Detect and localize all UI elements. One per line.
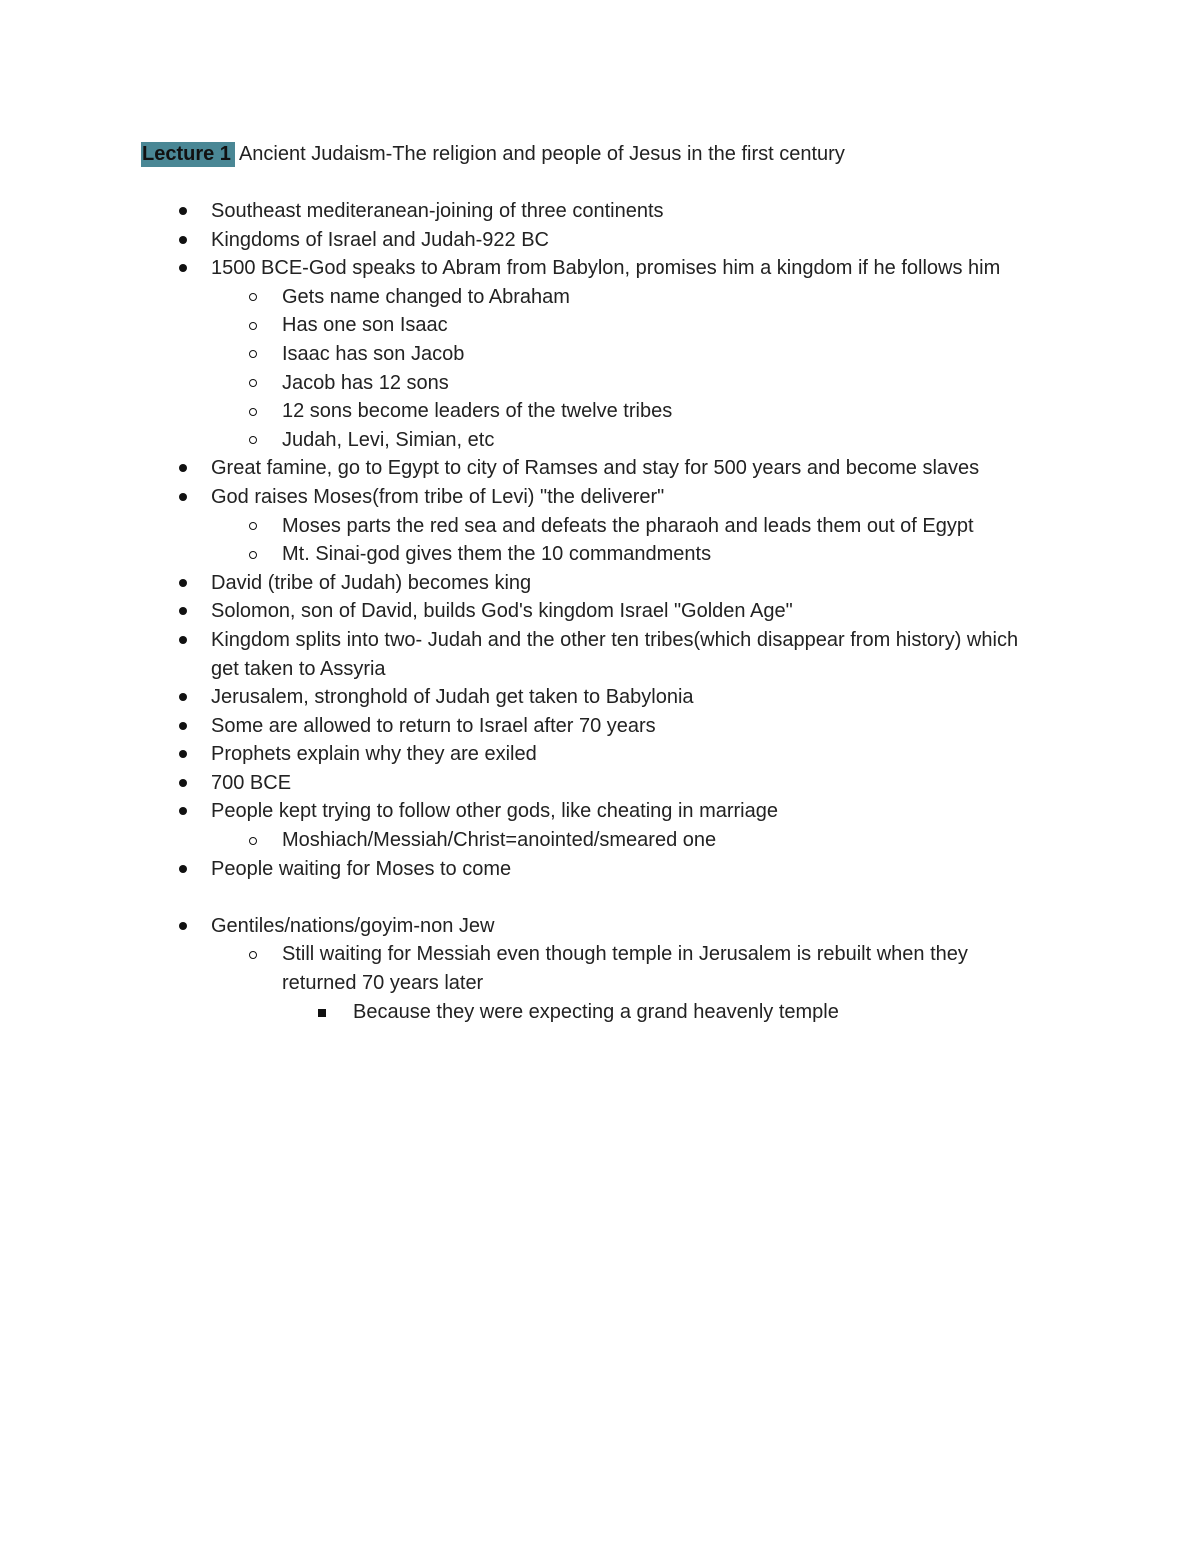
filled-circle-bullet-icon	[179, 207, 187, 215]
bullet-text: Kingdom splits into two- Judah and the other ten tribes(which disappear from history) which get taken to Assyria	[211, 628, 1019, 680]
sub-sub-bullet-item	[0, 998, 1033, 1027]
filled-circle-bullet-icon	[179, 579, 187, 587]
bullet-text: 700 BCE	[211, 771, 292, 794]
bullet-text: Some are allowed to return to Israel after 70 years	[211, 714, 656, 737]
hollow-circle-bullet-icon	[249, 350, 257, 358]
bullet-item	[0, 569, 1041, 598]
filled-circle-bullet-icon	[179, 236, 187, 244]
sub-bullet-item	[0, 283, 1032, 312]
bullet-text: Judah, Levi, Simian, etc	[282, 428, 495, 451]
lecture-title: Ancient Judaism-The religion and people of Jesus in the first century	[238, 143, 845, 165]
hollow-circle-bullet-icon	[249, 436, 257, 444]
filled-circle-bullet-icon	[179, 693, 187, 701]
filled-circle-bullet-icon	[179, 922, 187, 930]
filled-circle-bullet-icon	[179, 493, 187, 501]
lecture-title-line	[141, 139, 845, 169]
bullet-text: 1500 BCE-God speaks to Abram from Babylon, promises him a kingdom if he follows him	[211, 257, 1001, 280]
bullet-item	[0, 912, 1041, 941]
hollow-circle-bullet-icon	[249, 322, 257, 330]
bullet-item	[0, 740, 1041, 769]
bullet-text: Great famine, go to Egypt to city of Ramses and stay for 500 years and become slaves	[211, 457, 980, 480]
sub-bullet-item	[0, 940, 1032, 997]
sub-bullet-item	[0, 397, 1032, 426]
filled-circle-bullet-icon	[179, 607, 187, 615]
filled-circle-bullet-icon	[179, 750, 187, 758]
bullet-text: People kept trying to follow other gods, like cheating in marriage	[211, 800, 778, 823]
bullet-item	[0, 855, 1041, 884]
sub-bullet-item	[0, 311, 1032, 340]
bullet-text: Prophets explain why they are exiled	[211, 743, 537, 766]
bullet-item	[0, 254, 1041, 283]
sub-bullet-item	[0, 540, 1032, 569]
bullet-item	[0, 683, 1041, 712]
bullet-text: Gentiles/nations/goyim-non Jew	[211, 914, 495, 937]
hollow-circle-bullet-icon	[249, 408, 257, 416]
bullet-item	[0, 626, 1041, 683]
bullet-text: 12 sons become leaders of the twelve tribes	[282, 400, 673, 423]
hollow-circle-bullet-icon	[249, 379, 257, 387]
bullet-item	[0, 483, 1041, 512]
square-bullet-icon	[318, 1009, 326, 1017]
bullet-text: David (tribe of Judah) becomes king	[211, 571, 532, 594]
bullet-text: People waiting for Moses to come	[211, 857, 512, 880]
lecture-notes-list	[0, 197, 1200, 1026]
filled-circle-bullet-icon	[179, 636, 187, 644]
sub-bullet-item	[0, 826, 1032, 855]
bullet-text: God raises Moses(from tribe of Levi) "the deliverer"	[211, 485, 665, 508]
bullet-text: Moses parts the red sea and defeats the pharaoh and leads them out of Egypt	[282, 514, 974, 537]
filled-circle-bullet-icon	[179, 722, 187, 730]
bullet-text: Jerusalem, stronghold of Judah get taken to Babylonia	[211, 686, 694, 709]
hollow-circle-bullet-icon	[249, 837, 257, 845]
bullet-text: Jacob has 12 sons	[282, 371, 449, 394]
bullet-text: Kingdoms of Israel and Judah-922 BC	[211, 228, 549, 251]
lecture-number-highlight: Lecture 1	[141, 142, 235, 167]
bullet-text: Still waiting for Messiah even though temple in Jerusalem is rebuilt when they returned 70 years later	[282, 943, 968, 995]
bullet-text: Southeast mediteranean-joining of three continents	[211, 200, 664, 222]
bullet-text: Gets name changed to Abraham	[282, 285, 570, 308]
hollow-circle-bullet-icon	[249, 293, 257, 301]
bullet-text: Mt. Sinai-god gives them the 10 commandments	[282, 543, 712, 566]
sub-bullet-item	[0, 340, 1032, 369]
bullet-item	[0, 769, 1041, 798]
sub-bullet-item	[0, 426, 1032, 455]
bullet-item	[0, 712, 1041, 741]
bullet-text: Moshiach/Messiah/Christ=anointed/smeared one	[282, 829, 717, 852]
filled-circle-bullet-icon	[179, 779, 187, 787]
bullet-text: Isaac has son Jacob	[282, 342, 465, 365]
hollow-circle-bullet-icon	[249, 551, 257, 559]
bullet-item	[0, 597, 1041, 626]
sub-bullet-item	[0, 512, 1032, 541]
filled-circle-bullet-icon	[179, 865, 187, 873]
bullet-text: Because they were expecting a grand heavenly temple	[353, 1000, 839, 1023]
sub-bullet-item	[0, 369, 1032, 398]
bullet-text: Solomon, son of David, builds God's kingdom Israel "Golden Age"	[211, 600, 793, 623]
bullet-item	[0, 226, 1041, 255]
hollow-circle-bullet-icon	[249, 522, 257, 530]
bullet-item	[0, 797, 1041, 826]
hollow-circle-bullet-icon	[249, 951, 257, 959]
filled-circle-bullet-icon	[179, 464, 187, 472]
bullet-item	[0, 197, 1041, 226]
bullet-item	[0, 454, 1041, 483]
filled-circle-bullet-icon	[179, 264, 187, 272]
bullet-text: Has one son Isaac	[282, 314, 448, 337]
filled-circle-bullet-icon	[179, 807, 187, 815]
blank-line	[0, 883, 1200, 912]
